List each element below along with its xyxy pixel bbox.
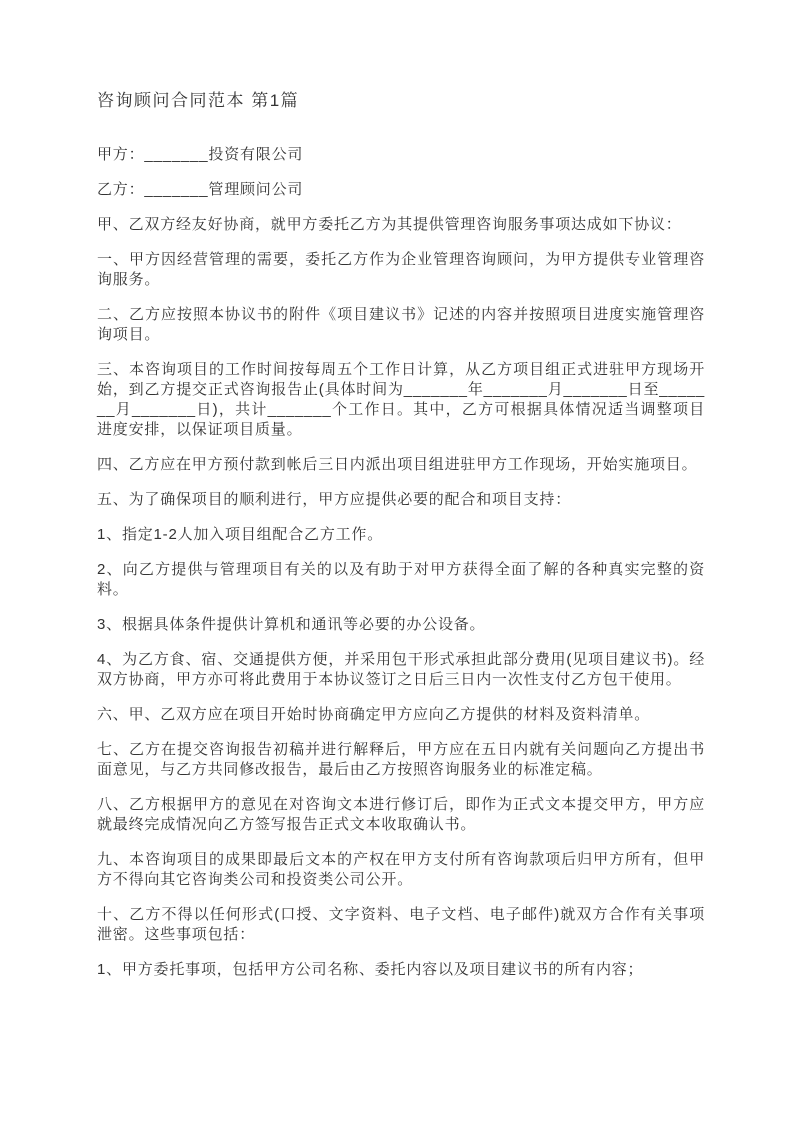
intro-paragraph: 甲、乙双方经友好协商，就甲方委托乙方为其提供管理咨询服务事项达成如下协议： (97, 216, 682, 233)
clause-4: 四、乙方应在甲方预付款到帐后三日内派出项目组进驻甲方工作现场，开始实施项目。 (97, 456, 698, 473)
document-content (97, 86, 705, 995)
clause-5-item-4: 4、为乙方食、宿、交通提供方便，并采用包干形式承担此部分费用(见项目建议书)。经双方协商，甲方亦可将此费用于本协议签订之日后三日内一次性支付乙方包干使用。 (97, 651, 705, 688)
clause-3: 三、本咨询项目的工作时间按每周五个工作日计算，从乙方项目组正式进驻甲方现场开始，到乙方提交正式咨询报告止(具体时间为_______年_______月_______日至_______月_______日)，共计_______个工作日。其中，乙方可根据具体情况适当调整项目进度安排，以保证项目质量。 (97, 361, 705, 438)
clause-2: 二、乙方应按照本协议书的附件《项目建议书》记述的内容并按照项目进度实施管理咨询项目。 (97, 306, 705, 343)
clause-10: 十、乙方不得以任何形式(口授、文字资料、电子文档、电子邮件)就双方合作有关事项泄密。这些事项包括： (97, 906, 705, 943)
party-b-line: 乙方：_______管理顾问公司 (97, 181, 304, 198)
clause-7: 七、乙方在提交咨询报告初稿并进行解释后，甲方应在五日内就有关问题向乙方提出书面意见，与乙方共同修改报告，最后由乙方按照咨询服务业的标准定稿。 (97, 741, 705, 778)
party-a-line: 甲方：_______投资有限公司 (97, 146, 304, 163)
clause-1: 一、甲方因经营管理的需要，委托乙方作为企业管理咨询顾问，为甲方提供专业管理咨询服务。 (97, 251, 705, 288)
clause-10-item-1: 1、甲方委托事项，包括甲方公司名称、委托内容以及项目建议书的所有内容； (97, 961, 644, 978)
clause-9: 九、本咨询项目的成果即最后文本的产权在甲方支付所有咨询款项后归甲方所有，但甲方不得向其它咨询类公司和投资类公司公开。 (97, 851, 705, 888)
clause-5-item-1: 1、指定1-2人加入项目组配合乙方工作。 (97, 526, 384, 543)
clause-5: 五、为了确保项目的顺利进行，甲方应提供必要的配合和项目支持： (97, 491, 572, 508)
document-title: 咨询顾问合同范本 第1篇 (97, 91, 300, 110)
clause-6: 六、甲、乙双方应在项目开始时协商确定甲方应向乙方提供的材料及资料清单。 (97, 706, 651, 723)
clause-8: 八、乙方根据甲方的意见在对咨询文本进行修订后，即作为正式文本提交甲方，甲方应就最终完成情况向乙方签写报告正式文本收取确认书。 (97, 796, 705, 833)
clause-5-item-3: 3、根据具体条件提供计算机和通讯等必要的办公设备。 (97, 616, 486, 633)
clause-5-item-2: 2、向乙方提供与管理项目有关的以及有助于对甲方获得全面了解的各种真实完整的资料。 (97, 561, 705, 598)
